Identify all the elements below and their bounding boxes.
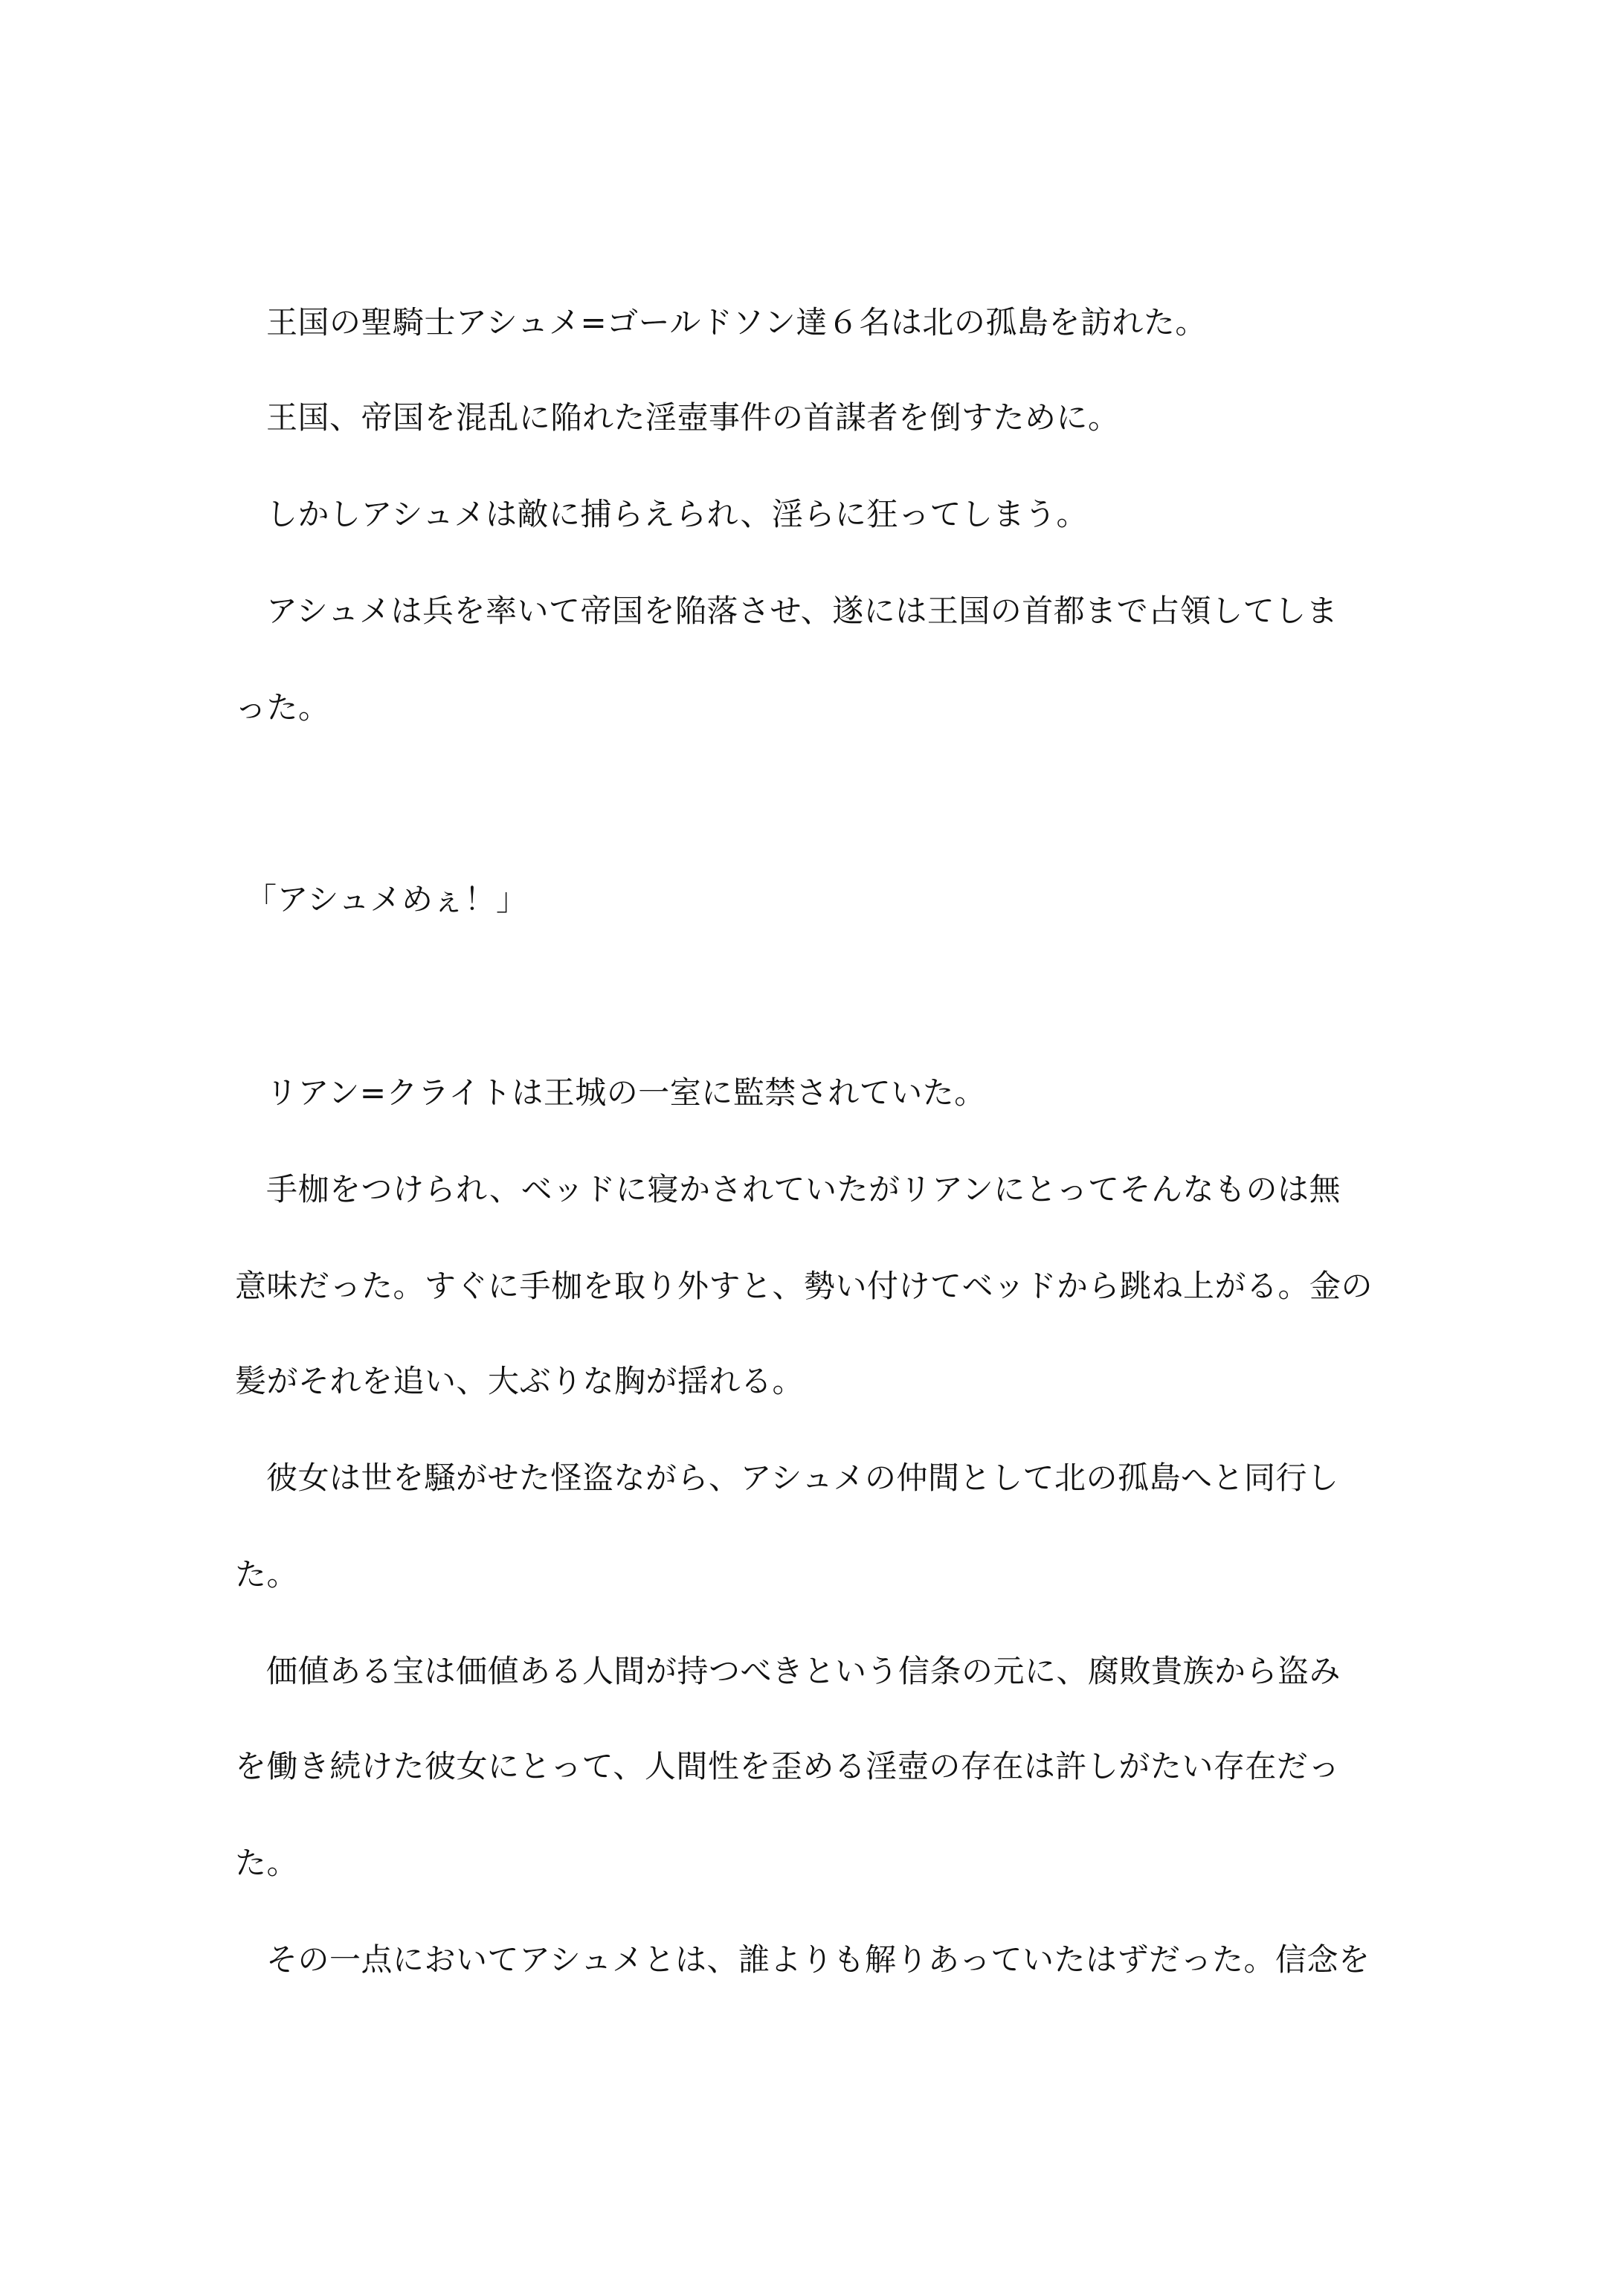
paragraph-line: 髪がそれを追い、大ぶりな胸が揺れる。	[235, 1363, 805, 1399]
paragraph-line: 意味だった。すぐに手枷を取り外すと、勢い付けてベッドから跳ね上がる。金の	[235, 1268, 1373, 1304]
paragraph-line: た。	[235, 1845, 299, 1881]
paragraph-line: しかしアシュメは敵に捕らえられ、淫らに狂ってしまう。	[266, 496, 1089, 532]
paragraph-line: 手枷をつけられ、ベッドに寝かされていたがリアンにとってそんなものは無	[266, 1171, 1341, 1207]
paragraph-line: を働き続けた彼女にとって、人間性を歪める淫壺の存在は許しがたい存在だっ	[235, 1748, 1340, 1784]
paragraph-line: 価値ある宝は価値ある人間が持つべきという信条の元に、腐敗貴族から盗み	[266, 1653, 1341, 1689]
paragraph-line: リアン=クライトは王城の一室に監禁されていた。	[266, 1074, 986, 1111]
paragraph-line: た。	[235, 1556, 299, 1593]
paragraph-line: った。	[235, 689, 330, 726]
paragraph-line: 王国、帝国を混乱に陥れた淫壺事件の首謀者を倒すために。	[266, 399, 1120, 436]
paragraph-line: 王国の聖騎士アシュメ=ゴールドソン達６名は北の孤島を訪れた。	[266, 304, 1207, 341]
paragraph-line: アシュメは兵を率いて帝国を陥落させ、遂には王国の首都まで占領してしま	[266, 593, 1338, 629]
paragraph-line: その一点においてアシュメとは、誰よりも解りあっていたはずだった。信念を	[266, 1941, 1370, 1978]
dialogue-line: 「アシュメめぇ！」	[245, 881, 528, 918]
paragraph-line: 彼女は世を騒がせた怪盗ながら、アシュメの仲間として北の孤島へと同行し	[266, 1460, 1339, 1496]
